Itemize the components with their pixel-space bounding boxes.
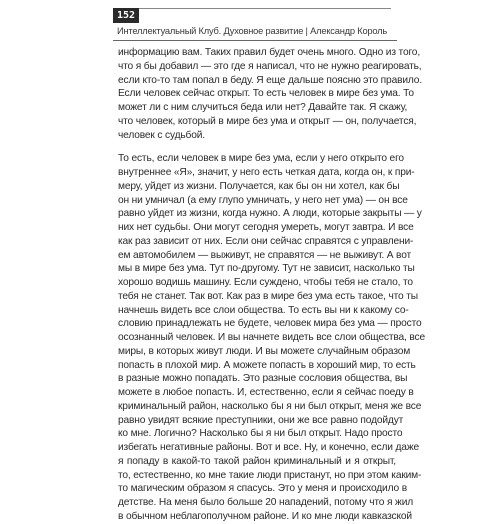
- text-line: миры, в которых живут люди. И вы можете случайным образом: [118, 345, 411, 357]
- text-line: он ни умничал (а ему глупо умничать, у него нет ума) — он все: [118, 194, 408, 206]
- text-line: то магическим образом я спасусь. Это у меня и происходило в: [118, 483, 407, 495]
- text-line: хорошо водишь машину. Если суждено, чтобы тебя не стало, то: [118, 277, 413, 288]
- text-line: в обычном неблагополучном районе. И ко мне люди кавказской: [118, 510, 412, 522]
- text-line: избегать негативные районы. Вот и все. Ну, и конечно, если даже: [118, 442, 420, 453]
- header-rule: [113, 40, 397, 41]
- paragraph: [118, 46, 422, 142]
- text-line: то, естественно, ко мне такие люди пристанут, но при этом каким-: [118, 469, 422, 481]
- text-line: тебя не станет. Так вот. Как раз в мире без ума есть такое, что ты: [118, 290, 418, 302]
- text-line: информацию вам. Таких правил будет очень много. Одно из того,: [118, 47, 420, 58]
- text-line: ко мне. Логично? Насколько бы я ни был открыт. Надо просто: [118, 428, 403, 440]
- text-line: что я бы добавил — это где я написал, что не нужно реагировать,: [118, 60, 422, 72]
- text-line: внутреннее «Я», значит, у него есть четкая дата, когда он, к при-: [118, 167, 415, 178]
- text-line: осознанный человек. И вы начнете видеть все слои общества, все: [118, 332, 425, 343]
- paragraph-gap: [118, 142, 396, 152]
- page-number: 152: [113, 8, 139, 23]
- text-line: начнешь видеть все слои общества. То есть вы ни к какому со-: [118, 304, 409, 316]
- text-line: словию принадлежать не будете, человек мира без ума — просто: [118, 318, 422, 330]
- paragraph: [118, 152, 425, 523]
- text-line: я попаду в какой-то такой район криминальный и я открыт,: [118, 455, 396, 467]
- text-line: криминальный район, насколько бы я ни был открыт, меня же все: [118, 400, 422, 412]
- text-line: если кто-то там попал в беду. Я еще дальше поясню это правило.: [118, 74, 422, 86]
- text-line: равно увидят всякие преступники, они же все равно подойдут: [118, 414, 404, 426]
- text-line: равно уйдет из жизни, когда нужно. А люди, которые закрыты — у: [118, 208, 422, 220]
- text-line: что человек, который в мире без ума и открыт — он, получается,: [118, 115, 417, 127]
- text-line: как раз зависит от них. Если они сейчас справятся с управлени-: [118, 235, 414, 247]
- body-text: [118, 46, 425, 524]
- text-line: в разные можно попадать. Это разные сословия общества, вы: [118, 373, 408, 385]
- text-line: попасть в плохой мир. А можете попасть в хороший мир, то есть: [118, 359, 416, 371]
- text-line: То есть, если человек в мире без ума, если у него открыто его: [118, 153, 404, 165]
- text-line: мы в мире без ума. Тут по-другому. Тут не зависит, насколько ты: [118, 263, 415, 275]
- text-line: может ли с ним случиться беда или нет? Давайте так. Я скажу,: [118, 102, 408, 113]
- text-line: меру, уйдет из жизни. Получается, как бы он ни хотел, как бы: [118, 180, 400, 192]
- text-line: Если человек сейчас открыт. То есть человек в мире без ума. То: [118, 88, 414, 100]
- running-head: Интеллектуальный Клуб. Духовное развитие | Александр Король: [117, 26, 388, 36]
- text-line: ем автомобилем — выживут, не справятся — не выживут. А вот: [118, 249, 412, 261]
- text-line: человек с судьбой.: [118, 129, 205, 141]
- text-line: них нет судьбы. Они могут сегодня умереть, могут завтра. И все: [118, 222, 414, 233]
- text-line: детстве. На меня было больше 20 нападений, потому что я жил: [118, 497, 414, 508]
- text-line: можете в любое попасть. И, естественно, если я сейчас поеду в: [118, 387, 414, 398]
- header-top-rule: [139, 8, 391, 9]
